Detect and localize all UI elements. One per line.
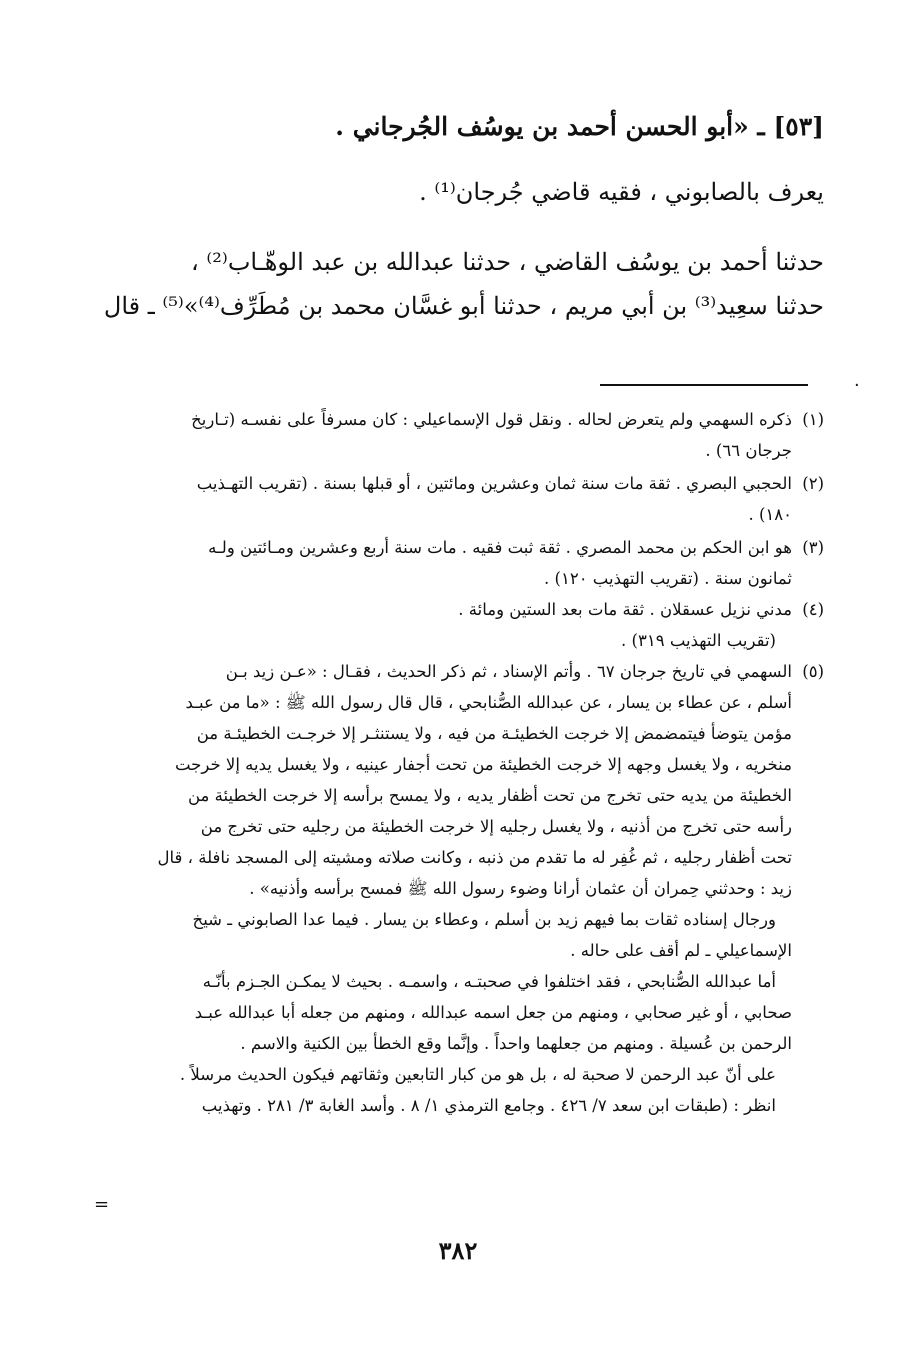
footnote-4 [94,594,824,656]
footnote-line: تحت أظفار رجليه ، ثم غُفِر له ما تقدم من ذنبه ، وكانت صلاته ومشيته إلى المسجد نافلة ، قال [157,848,792,867]
footnote-paragraph-line: الإسماعيلي ـ لم أقف على حاله . [570,941,792,960]
footnote-line: منخريه ، ولا يغسل وجهه إلا خرجت الخطيئة من تحت أجفار عينيه ، ولا يغسل يديه إلا خرجت [174,755,792,774]
page-number: ٣٨٢ [438,1236,478,1265]
footnote-number: (٤) [802,600,824,619]
footnote-line: ١٨٠) . [748,505,792,524]
margin-mark: ٠ [852,374,862,395]
footnote-number: (١) [802,410,824,429]
footnote-line: أسلم ، عن عطاء بن يسار ، عن عبدالله الصُّنابحي ، قال قال رسول الله ﷺ : «ما من عبـد [185,693,792,712]
footnote-line: ذكره السهمي ولم يتعرض لحاله . ونقل قول الإسماعيلي : كان مسرفاً على نفسـه (تـاريخ [191,410,792,429]
footnote-line: هو ابن الحكم بن محمد المصري . ثقة ثبت فقيه . مات سنة أربع وعشرين ومـائتين ولـه [208,538,792,557]
footnote-5 [94,656,824,1121]
footnote-line: زيد : وحدثني حِمران أن عثمان أرانا وضوء رسول الله ﷺ فمسح برأسه وأذنيه» . [249,879,792,898]
footnote-separator [600,384,808,386]
footnote-2 [94,468,824,530]
isnad-chain [104,240,824,328]
footnote-paragraph-line: ورجال إسناده ثقات بما فيهم زيد بن أسلم ، وعطاء بن يسار . فيما عدا الصابوني ـ شيخ [192,910,776,929]
footnote-paragraph-line: انظر : (طبقات ابن سعد ٧/ ٤٢٦ . وجامع الترمذي ١/ ٨ . وأسد الغابة ٣/ ٢٨١ . وتهذيب [201,1096,776,1115]
footnote-3 [94,532,824,594]
footnote-number: (٥) [802,662,824,681]
footnote-paragraph-line: الرحمن بن عُسيلة . ومنهم من جعلهما واحداً . وإنَّما وقع الخطأ بين الكنية والاسم . [240,1034,792,1053]
entry-intro: يعرف بالصابوني ، فقيه قاضي جُرجان⁽¹⁾ . [419,178,824,206]
footnote-line: الخطيئة من يديه حتى تخرج من تحت أظفار يديه ، ولا يمسح برأسه إلا خرجت الخطيئة من [188,786,792,805]
footnote-line: ثمانون سنة . (تقريب التهذيب ١٢٠) . [544,569,792,588]
footnote-number: (٢) [802,474,824,493]
footnote-1 [94,404,824,466]
entry-heading: [٥٣] ـ «أبو الحسن أحمد بن يوسُف الجُرجاني . [335,112,824,141]
footnotes [94,404,824,1121]
footnote-line: السهمي في تاريخ جرجان ٦٧ . وأتم الإسناد ، ثم ذكر الحديث ، فقـال : «عـن زيد بـن [225,662,792,681]
footnote-line: الحجبي البصري . ثقة مات سنة ثمان وعشرين ومائتين ، أو قبلها بسنة . (تقريب التهـذيب [196,474,792,493]
footnote-paragraph-line: على أنّ عبد الرحمن لا صحبة له ، بل هو من كبار التابعين وثقاتهم فيكون الحديث مرسلاً . [179,1065,776,1084]
footnote-line: جرجان ٦٦) . [705,441,792,460]
footnote-number: (٣) [802,538,824,557]
isnad-line: حدثنا سعِيد⁽³⁾ بن أبي مريم ، حدثنا أبو غسَّان محمد بن مُطَرِّف⁽⁴⁾»⁽⁵⁾ ـ قال [103,292,824,320]
continuation-mark: = [94,1194,110,1215]
footnote-line: مدني نزيل عسقلان . ثقة مات بعد الستين ومائة . [458,600,792,619]
footnote-line: رأسه حتى تخرج من أذنيه ، ولا يغسل رجليه إلا خرجت الخطيئة من رجليه حتى تخرج من [200,817,792,836]
footnote-paragraph-line: صحابي ، أو غير صحابي ، ومنهم من جعل اسمه عبدالله ، ومنهم من جعله أبا عبدالله عبـد [194,1003,792,1022]
footnote-paragraph-line: أما عبدالله الصُّنابحي ، فقد اختلفوا في صحبتـه ، واسمـه . بحيث لا يمكـن الجـزم بأنّـه [202,972,776,991]
footnote-line: (تقريب التهذيب ٣١٩) . [621,631,776,650]
isnad-line: حدثنا أحمد بن يوسُف القاضي ، حدثنا عبدالله بن عبد الوهّـاب⁽²⁾ ، [191,248,824,276]
footnote-line: مؤمن يتوضأ فيتمضمض إلا خرجت الخطيئـة من فيه ، ولا يستنثـر إلا خرجـت الخطيئـة من [196,724,792,743]
